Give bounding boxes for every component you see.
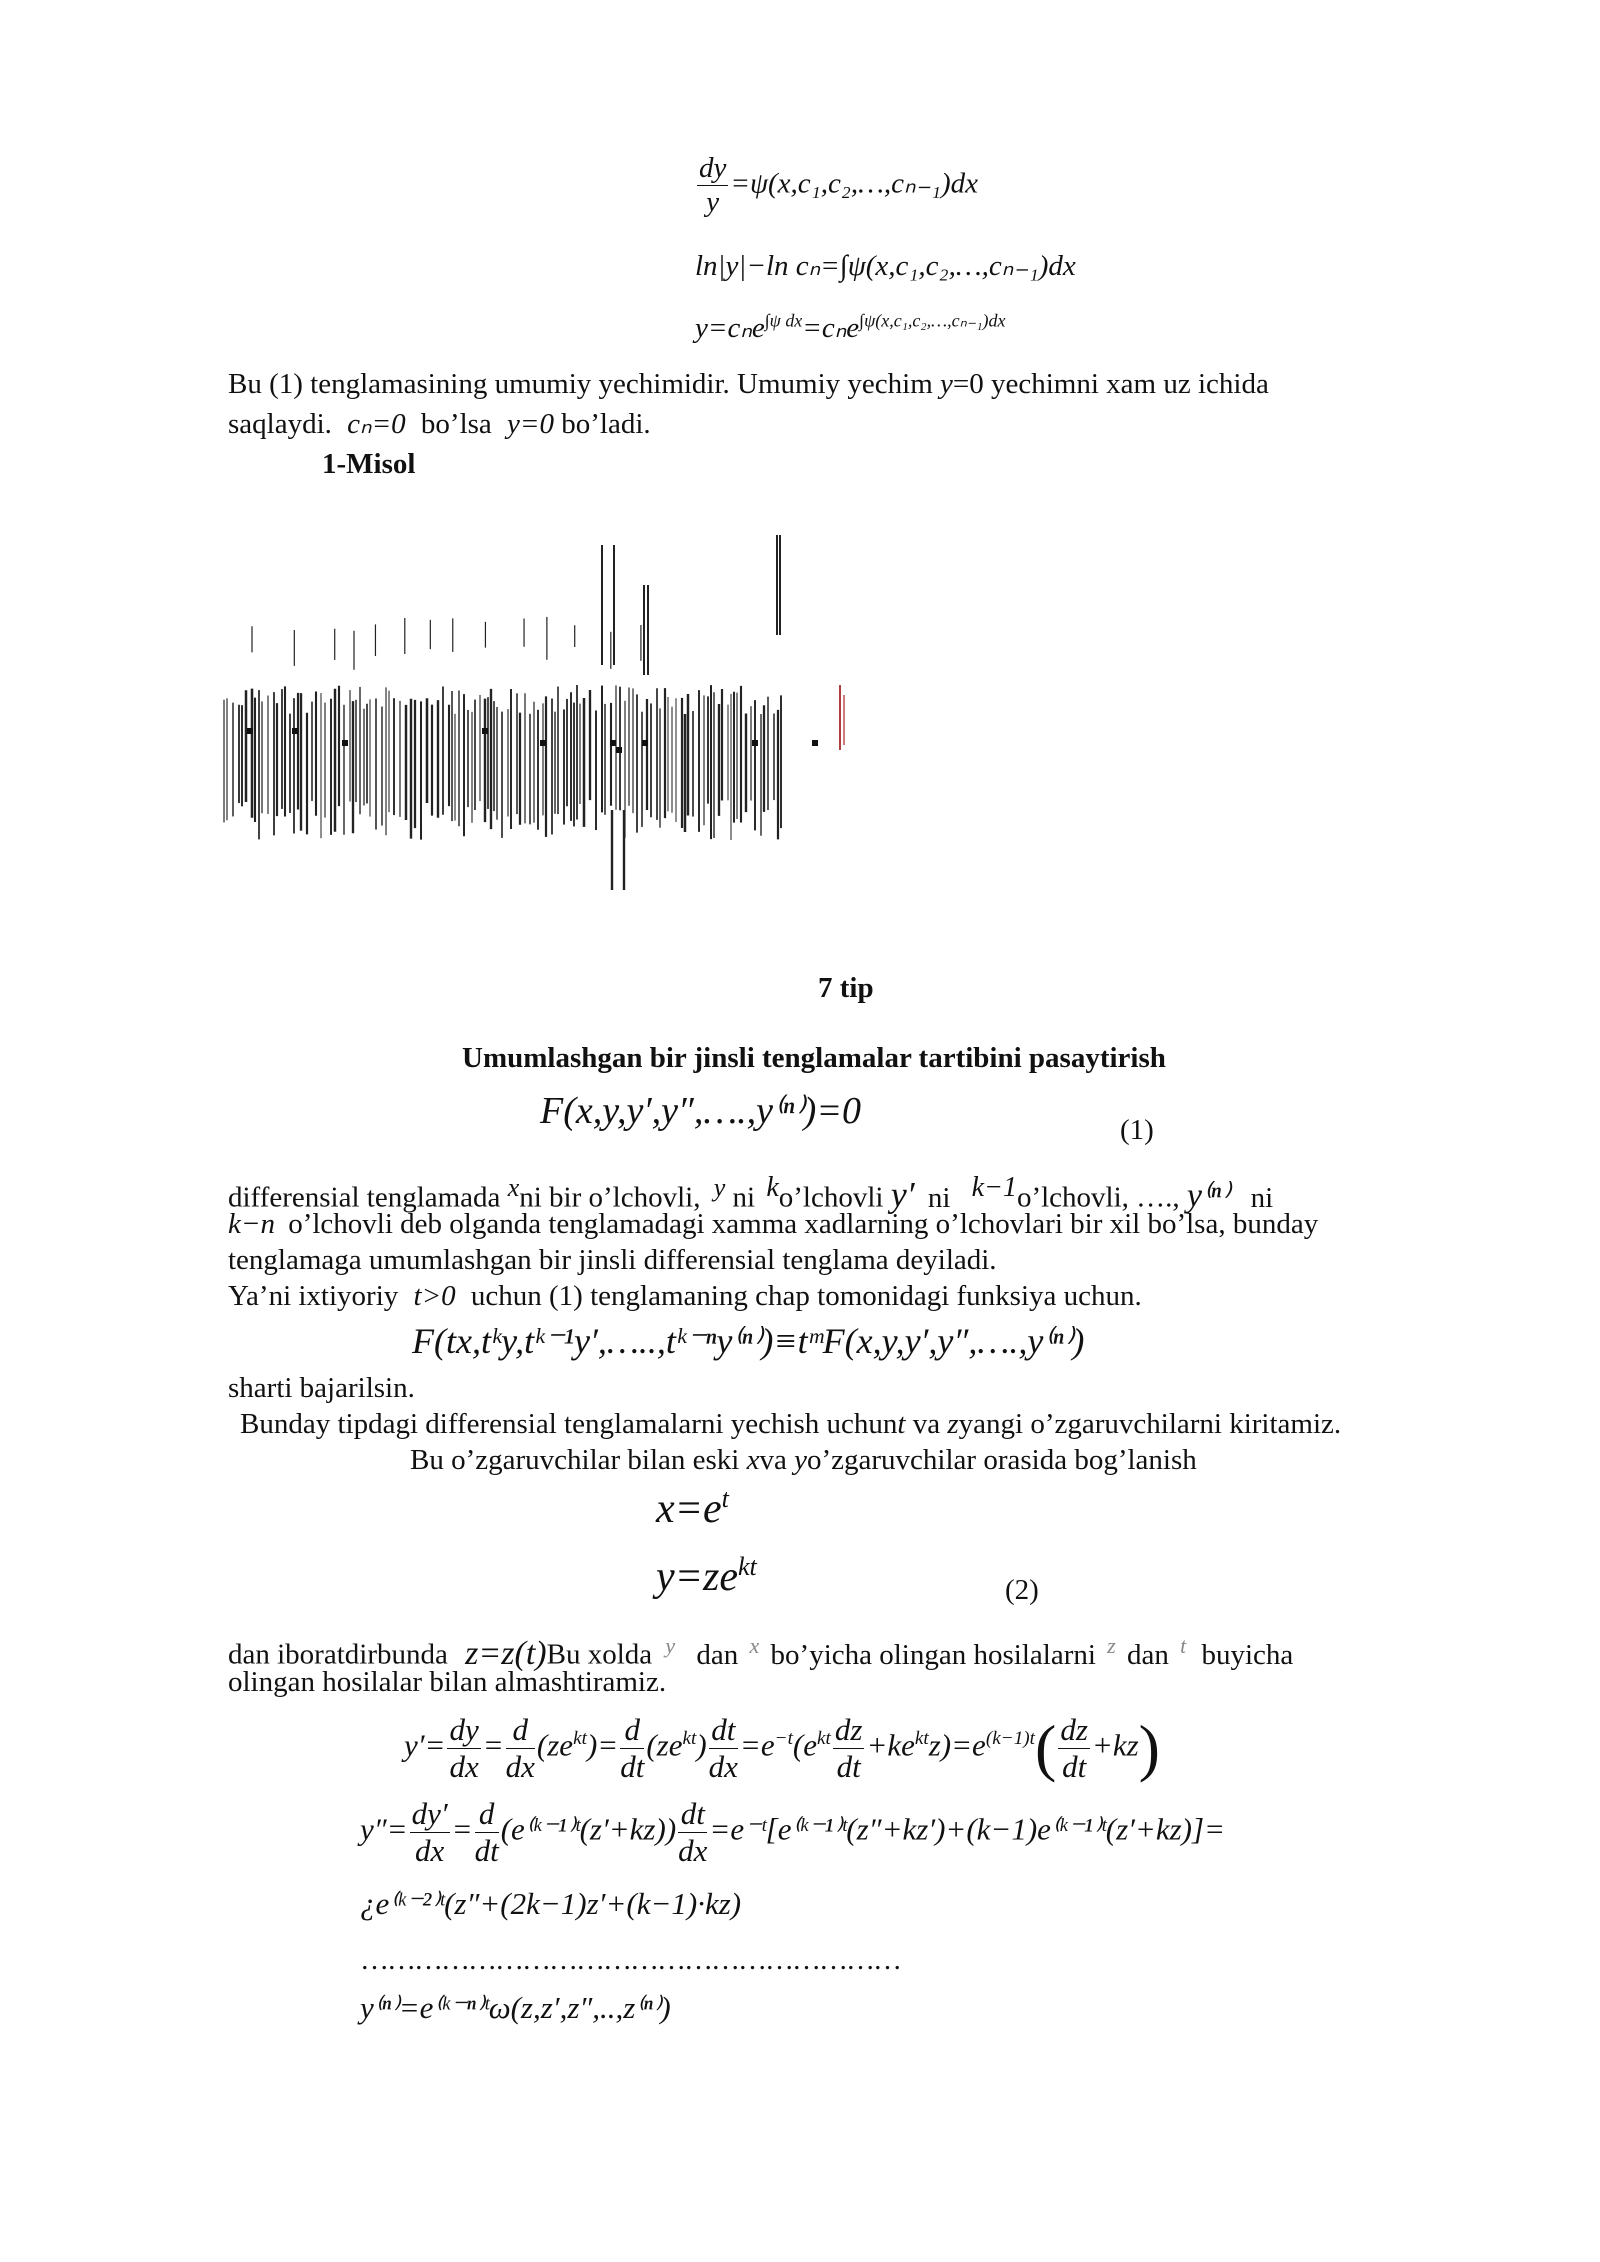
- text: uchun (1) tenglamaning chap tomonidagi funksiya uchun.: [470, 1280, 1142, 1312]
- math-k-minus-n: k−n: [228, 1208, 275, 1240]
- fraction-denominator: dx: [678, 1832, 708, 1868]
- math-t-positive: t>0: [413, 1280, 456, 1312]
- paragraph-definition-line3: tenglamaga umumlashgan bir jinsli differensial tenglama deyiladi.: [228, 1244, 997, 1276]
- eq-separated-rhs: =ψ(x,c₁,c₂,…,cₙ₋₁)dx: [730, 167, 979, 200]
- fraction-denominator: dx: [505, 1748, 535, 1784]
- eq-subst-x-exponent: t: [721, 1484, 729, 1513]
- eq-subst-y-base: y=ze: [656, 1554, 738, 1600]
- fraction-numerator: dt: [709, 1712, 738, 1749]
- text: dan: [696, 1638, 739, 1671]
- text: =0 yechimni xam uz ichida: [952, 368, 1269, 400]
- math-y-prime: y′: [890, 1174, 915, 1215]
- math-t: t: [897, 1408, 906, 1440]
- text: ni: [732, 1181, 756, 1214]
- paragraph-definition-line4: [228, 1278, 1142, 1314]
- eq-lhs: y″=: [360, 1811, 408, 1847]
- section-title: Umumlashgan bir jinsli tenglamalar tartibini pasaytirish: [462, 1042, 1166, 1074]
- text: yangi o’zgaruvchilarni kiritamiz.: [958, 1408, 1342, 1440]
- fraction-d-dt: [475, 1796, 499, 1868]
- math-z: z: [947, 1408, 959, 1440]
- eq-integrated-text: ln|y|−ln cₙ=∫ψ(x,c₁,c₂,…,cₙ₋₁)dx: [695, 250, 1076, 282]
- text: o’zgaruvchilar orasida bog’lanish: [807, 1444, 1197, 1476]
- math-x: x: [507, 1173, 520, 1202]
- paragraph-general-solution-line2: [228, 406, 651, 442]
- eq-subst-x: [656, 1484, 729, 1533]
- term: +kz: [1091, 1727, 1139, 1763]
- fraction-d-dt: [620, 1712, 644, 1784]
- text: va: [759, 1444, 795, 1476]
- text: differensial tenglamada: [228, 1181, 508, 1214]
- fraction-dz-dt-2: [1058, 1712, 1090, 1784]
- text: Bu (1) tenglamasining umumiy yechimidir. Umumiy yechim: [228, 368, 941, 400]
- math-y: y: [940, 368, 953, 400]
- fraction-denominator: dt: [1062, 1748, 1087, 1784]
- text: dan: [1126, 1638, 1169, 1671]
- eq-subst-x-base: x=e: [656, 1486, 722, 1532]
- math-y: y: [794, 1444, 807, 1476]
- text: buyicha: [1201, 1638, 1294, 1671]
- paragraph-condition-line3: [410, 1442, 1197, 1478]
- math-t: t: [1180, 1633, 1187, 1658]
- paragraph-substitution-line2: olingan hosilalar bilan almashtiramiz.: [228, 1666, 667, 1698]
- eq-main: F(x,y,y′,y″,….,y⁽ⁿ⁾)=0: [540, 1090, 861, 1132]
- corrupted-equation-graphic: [222, 535, 862, 895]
- eq-separated: [695, 152, 978, 220]
- paragraph-definition-line2: [228, 1206, 1318, 1242]
- text: Bu xolda: [546, 1638, 653, 1671]
- term: (ze: [536, 1727, 574, 1763]
- fraction-numerator: d: [506, 1712, 535, 1749]
- eq-number-2: (2): [1005, 1574, 1039, 1606]
- fraction-numerator: d: [475, 1796, 499, 1833]
- example-heading: 1-Misol: [322, 448, 416, 480]
- fraction-dt-dx: [678, 1796, 707, 1868]
- term: (e⁽ᵏ⁻¹⁾ᵗ(z′+kz)): [500, 1811, 677, 1847]
- exponent: kt: [817, 1727, 831, 1749]
- fraction-denominator: dx: [708, 1748, 738, 1784]
- term: z)=e: [928, 1727, 986, 1763]
- fraction-denominator: dt: [474, 1832, 499, 1868]
- eq-integrated: [695, 248, 1076, 283]
- eq-second-derivative-continued: ¿e⁽ᵏ⁻²⁾ᵗ(z″+(2k−1)z′+(k−1)·kz): [360, 1886, 742, 1921]
- math-y-zero: y=0: [507, 408, 554, 440]
- fraction-numerator: dz: [1060, 1712, 1088, 1747]
- text: ni: [1250, 1181, 1274, 1214]
- text: bo’ladi.: [561, 408, 651, 440]
- eq-nth-derivative: y⁽ⁿ⁾=e⁽ᵏ⁻ⁿ⁾ᵗω(z,z′,z″,..,z⁽ⁿ⁾): [360, 1990, 671, 2025]
- text: dan iboratdirbunda: [228, 1638, 448, 1671]
- paragraph-general-solution-line1: [228, 366, 1269, 402]
- term: )=: [586, 1727, 619, 1763]
- fraction-denominator: dx: [414, 1832, 445, 1868]
- fraction-dyprime-dx: [410, 1796, 450, 1868]
- fraction-numerator: dy′: [411, 1796, 448, 1831]
- math-y: y: [713, 1173, 726, 1202]
- term: =e: [739, 1727, 775, 1763]
- eq-number-1: (1): [1120, 1114, 1154, 1146]
- paragraph-condition-line1: sharti bajarilsin.: [228, 1372, 415, 1404]
- fraction-numerator: dz: [834, 1712, 863, 1747]
- exponent: (k−1)t: [985, 1727, 1036, 1749]
- fraction-denominator: dt: [836, 1748, 861, 1784]
- exponent: kt: [914, 1727, 929, 1749]
- math-x: x: [749, 1633, 760, 1658]
- eq-solution-mid: =cₙe: [802, 312, 860, 344]
- text: o’lchovli deb olganda tenglamadagi xamma xadlarning o’lchovlari bir xil bo’lsa, bunday: [288, 1208, 1319, 1240]
- fraction-numerator: d: [620, 1712, 644, 1749]
- text: Ya’ni ixtiyoriy: [228, 1280, 399, 1312]
- ellipsis-line: ……………………………………………………: [360, 1944, 900, 1976]
- term: +ke: [866, 1727, 915, 1763]
- term: =e⁻ᵗ[e⁽ᵏ⁻¹⁾ᵗ(z″+kz′)+(k−1)e⁽ᵏ⁻¹⁾ᵗ(z′+kz)]=: [709, 1811, 1225, 1847]
- eq-solution: [695, 310, 1005, 345]
- eq-homogeneity: F(tx,tᵏy,tᵏ⁻¹y′,…..,tᵏ⁻ⁿy⁽ⁿ⁾)≡tᵐF(x,y,y′,y″,….,y⁽ⁿ⁾): [412, 1321, 1085, 1361]
- eq-lhs: y′=: [404, 1727, 446, 1763]
- fraction-dt-dx: [709, 1712, 738, 1784]
- math-z-of-t: z=z(t): [465, 1634, 547, 1672]
- math-k-minus-1: k−1: [971, 1172, 1017, 1203]
- text: o’lchovli: [778, 1181, 884, 1214]
- term: (e: [792, 1727, 817, 1763]
- fraction-numerator: dy: [697, 152, 728, 186]
- text: ni bir o’lchovli,: [519, 1181, 701, 1214]
- fraction-d-dx: [506, 1712, 535, 1784]
- term: (ze: [646, 1727, 683, 1763]
- exponent: −t: [774, 1727, 793, 1749]
- paragraph-condition-line2: [240, 1406, 1341, 1442]
- fraction-denominator: y: [706, 186, 720, 219]
- exponent: kt: [682, 1727, 697, 1749]
- fraction-numerator: dt: [678, 1796, 707, 1833]
- math-y: y: [665, 1633, 676, 1658]
- fraction-dz-dt: [833, 1712, 865, 1784]
- text: va: [905, 1408, 948, 1440]
- eq-solution-base: y=cₙe: [695, 312, 765, 344]
- fraction-dy-dx: [447, 1712, 480, 1784]
- eq-second-derivative: y″= $\frac{dy'}{dx}$ = $\frac{d}{dt}$ (e⁽ᵏ⁻¹⁾ᵗ(z′+kz)) $\frac{dt}{dx}$ =e⁻ᵗ[e⁽ᵏ⁻¹⁾ᵗ(z″+kz′)+(k−1)e⁽ᵏ⁻¹⁾ᵗ(z′+kz)]=: [360, 1796, 1225, 1868]
- section-number: 7 tip: [818, 972, 874, 1004]
- eq-solution-exponent-full: ∫ψ(x,c₁,c₂,…,cₙ₋₁)dx: [859, 310, 1006, 331]
- eq-subst-y-exponent: kt: [737, 1552, 757, 1581]
- exponent: kt: [573, 1727, 587, 1749]
- text: ni: [927, 1181, 951, 1214]
- text: bo’lsa: [420, 408, 492, 440]
- text: bo’yicha olingan hosilalarni: [770, 1638, 1096, 1671]
- term: ): [696, 1727, 707, 1763]
- math-z: z: [1107, 1633, 1116, 1658]
- fraction-denominator: dt: [620, 1748, 645, 1784]
- text: o’lchovli, ….,: [1016, 1181, 1180, 1214]
- fraction-denominator: dx: [449, 1748, 479, 1784]
- corrupted-equation-strokes: [222, 535, 862, 895]
- math-cn-zero: cₙ=0: [347, 408, 406, 440]
- eq-solution-exponent: ∫ψ dx: [764, 310, 803, 331]
- eq-first-derivative: y′= $\frac{dy}{dx}$ = $\frac{d}{dx}$ $(ze^{kt})=$ $\frac{d}{dt}$ $(ze^{kt})$ $\frac{dt}{dx}$ $=e^{-t}(e^{kt}$ $\frac{dz}{dt}$ $+ke^{kt}z)=e^{(k-1)t}$( $\frac{dz}{dt}$ +kz): [404, 1712, 1160, 1784]
- fraction-dy-y: [697, 152, 728, 220]
- text: saqlaydi.: [228, 408, 332, 440]
- text: Bu o’zgaruvchilar bilan eski: [410, 1444, 747, 1476]
- math-x: x: [746, 1444, 760, 1476]
- math-y-n: y⁽ⁿ⁾: [1186, 1177, 1230, 1215]
- math-k: k: [766, 1172, 779, 1203]
- text: Bunday tipdagi differensial tenglamalarni yechish uchun: [240, 1408, 898, 1440]
- eq-subst-y: [656, 1552, 757, 1601]
- fraction-numerator: dy: [449, 1712, 479, 1747]
